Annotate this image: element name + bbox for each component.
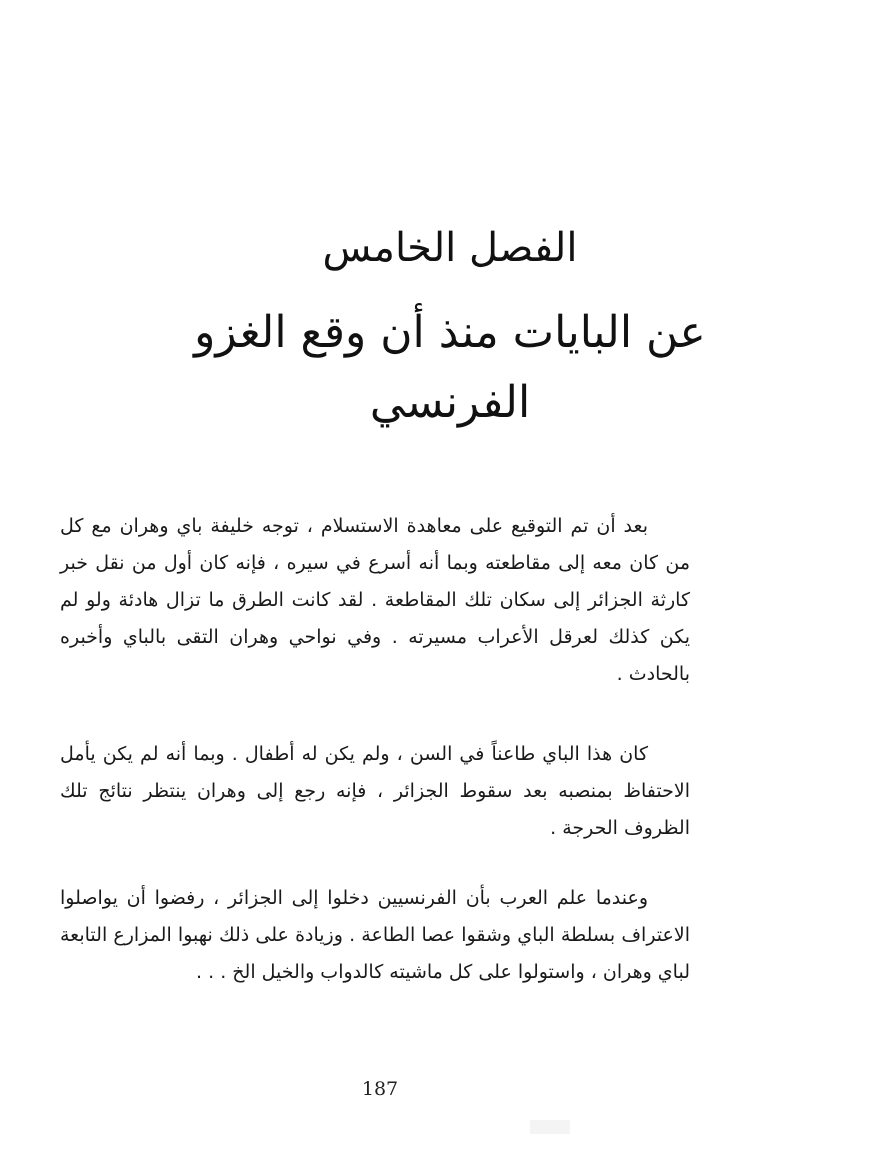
paragraph — [60, 880, 690, 991]
page-number: 187 — [361, 1078, 399, 1100]
chapter-label: الفصل الخامس — [322, 225, 578, 271]
paragraph — [60, 508, 690, 693]
chapter-title: عن البايات منذ أن وقع الغزو الفرنسي — [194, 307, 706, 428]
scan-artifact — [530, 1120, 570, 1134]
paragraph-text: وعندما علم العرب بأن الفرنسيين دخلوا إلى الجزائر ، رفضوا أن يواصلوا الاعتراف بسلطة الباي وشقوا عصا الطاعة . وزيادة على ذلك نهبوا المزارع التابعة لباي وهران ، واستولوا على كل ماشيته كالدواب والخيل الخ . . . — [60, 887, 690, 983]
paragraph-text: كان هذا الباي طاعناً في السن ، ولم يكن له أطفال . وبما أنه لم يكن يأمل الاحتفاظ بمنصبه بعد سقوط الجزائر ، فإنه رجع إلى وهران ينتظر نتائج تلك الظروف الحرجة . — [60, 743, 690, 839]
paragraph — [60, 736, 690, 847]
paragraph-text: بعد أن تم التوقيع على معاهدة الاستسلام ، توجه خليفة باي وهران مع كل من كان معه إلى مقاطعته وبما أنه أسرع في سيره ، فإنه كان أول من نقل خبر كارثة الجزائر إلى سكان تلك المقاطعة . لقد كانت الطرق ما تزال هادئة ولو لم يكن كذلك لعرقل الأعراب مسيرته . وفي نواحي وهران التقى بالباي وأخبره بالحادث . — [60, 515, 690, 685]
